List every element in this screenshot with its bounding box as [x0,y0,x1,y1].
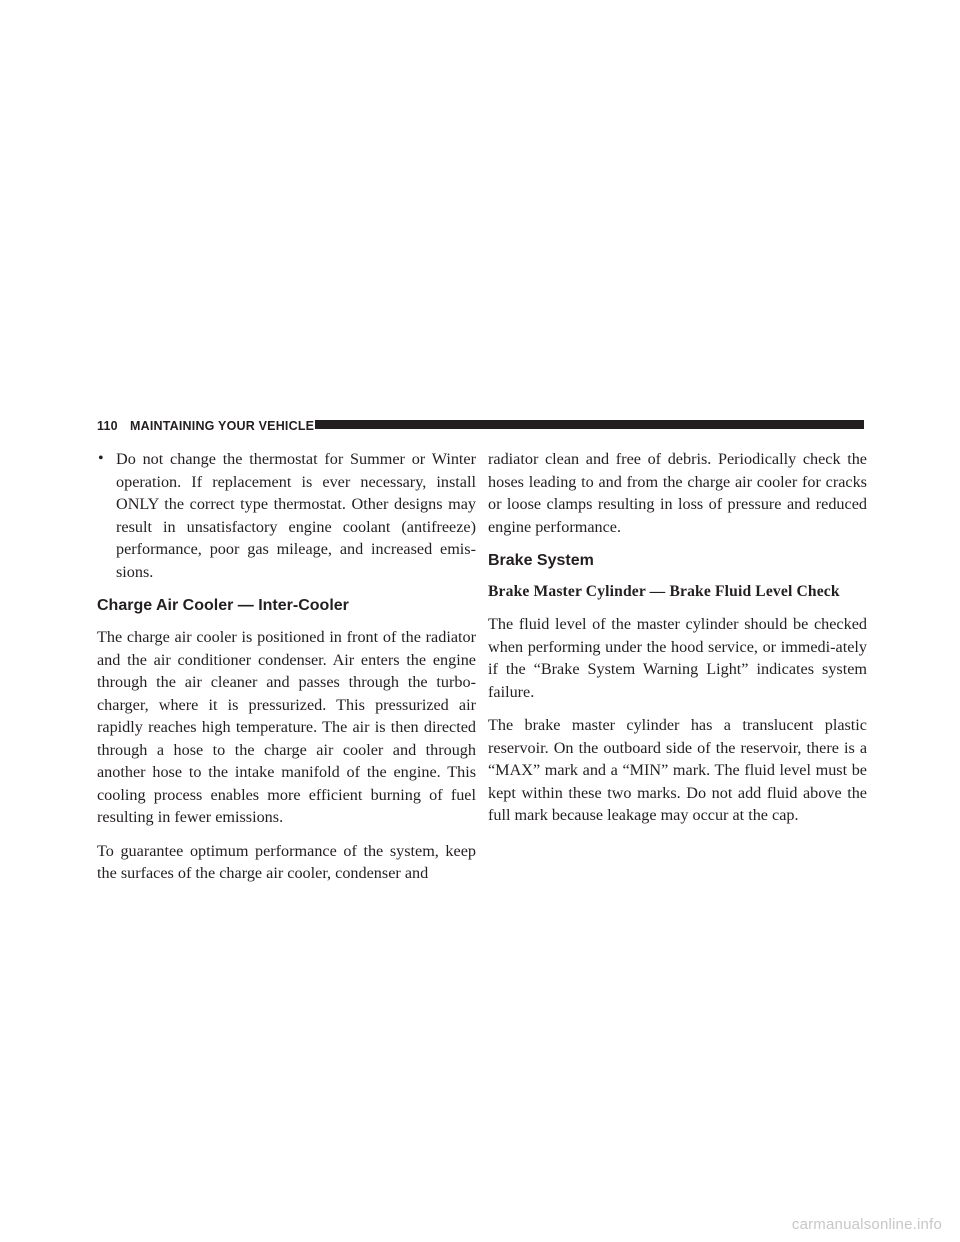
header-rule [315,420,864,429]
bullet-text: Do not change the thermostat for Summer or Winter operation. If replacement is ever necessary, install ONLY the correct type thermostat. Other designs may result in unsatisfactory engine coolant (antifreeze) performance, poor gas mileage, and increased emis-sions. [116,450,476,581]
charge-air-cooler-paragraph: The charge air cooler is positioned in front of the radiator and the air conditioner condenser. Air enters the engine through the air cleaner and passes through the turbo-charger, where it is pressurized. This pressurized air rapidly reaches high temperature. The air is then directed through a hose to the charge air cooler and through another hose to the intake manifold of the engine. This cooling process enables more efficient burning of fuel resulting in fewer emissions. [97,628,476,826]
bullet-dot-icon: • [98,450,104,467]
bullet-item [97,448,476,583]
brake-system-heading: Brake System [488,552,594,569]
fluid-level-paragraph: The fluid level of the master cylinder should be checked when performing under the hood service, or immedi-ately if the “Brake System Warning Light” indicates system failure. [488,615,867,701]
brake-fluid-subheading: Brake Master Cylinder — Brake Fluid Level Check [488,583,840,600]
watermark: carmanualsonline.info [791,1216,942,1233]
optimum-performance-paragraph: To guarantee optimum performance of the system, keep the surfaces of the charge air cooler, condenser and [97,841,476,882]
left-column [97,448,476,885]
page-number: 110 [97,419,118,433]
right-column [488,448,867,827]
section-title: MAINTAINING YOUR VEHICLE [130,419,315,433]
reservoir-paragraph: The brake master cylinder has a translucent plastic reservoir. On the outboard side of the reservoir, there is a “MAX” mark and a “MIN” mark. The fluid level must be kept within these two marks. Do not add fluid above the full mark because leakage may occur at the cap. [488,716,867,824]
continued-paragraph: radiator clean and free of debris. Periodically check the hoses leading to and from the charge air cooler for cracks or loose clamps resulting in loss of pressure and reduced engine performance. [488,450,867,536]
page-header [97,419,864,433]
charge-air-cooler-heading: Charge Air Cooler — Inter-Cooler [97,597,349,614]
